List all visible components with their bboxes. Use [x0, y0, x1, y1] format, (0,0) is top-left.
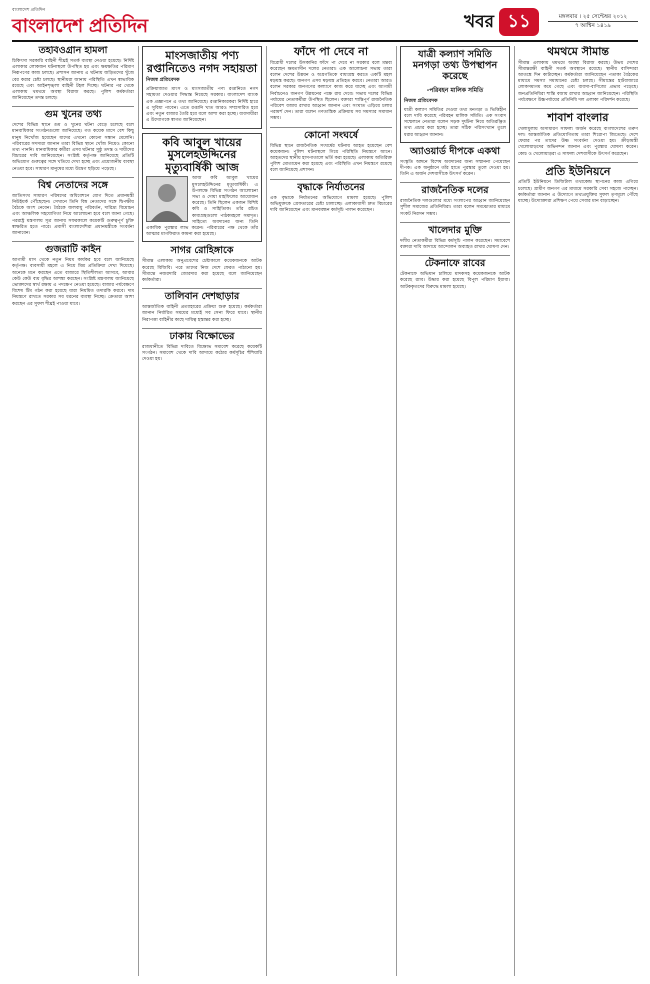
- article[interactable]: [400, 46, 510, 143]
- article-divider: [518, 162, 638, 163]
- article-body: জাতিসংঘ সাধারণ পরিষদের অধিবেশনে যোগ দিতে প্রধানমন্ত্রী নিউইয়র্ক পৌঁছেছেন। সেখানে তিনি বিশ্ব নেতাদের সঙ্গে দ্বিপক্ষীয় বৈঠকে অংশ নেবেন। বৈঠকে জলবায়ু পরিবর্তন, দারিদ্র্য বিমোচন এবং আঞ্চলিক সহযোগিতা নিয়ে আলোচনা হবে বলে জানা গেছে। পররাষ্ট্র মন্ত্রণালয় সূত্র জানায় সফরকালে কয়েকটি গুরুত্বপূর্ণ চুক্তি স্বাক্ষরিত হতে পারে। প্রবাসী বাংলাদেশিরা প্রধানমন্ত্রীকে সংবর্ধনা জানাবেন।: [12, 193, 134, 237]
- date-bengali: ৭ আশ্বিন ১৪১৯: [548, 21, 638, 30]
- logo-text: বাংলাদেশ প্রতিদিন: [12, 15, 148, 37]
- article[interactable]: [12, 181, 134, 237]
- article-body: প্রতিটি ইউনিয়নে ডিজিটাল তথ্যকেন্দ্র স্থাপনের কাজ এগিয়ে চলেছে। গ্রামীণ জনগণ এর মাধ্যমে সরকারি সেবা সহজে পাচ্ছেন। কর্মকর্তারা জানান এ উদ্যোগে তথ্যপ্রযুক্তির সুফল তৃণমূলে পৌঁছে যাচ্ছে। উদ্যোক্তারা প্রশিক্ষণ পেয়ে সেবার মান বাড়াচ্ছেন।: [518, 180, 638, 204]
- article[interactable]: [518, 166, 638, 205]
- article-divider: [142, 328, 262, 329]
- article-headline: কোনো সংঘর্ষে: [303, 129, 359, 141]
- article-headline: ফাঁদে পা দেবে না: [293, 46, 369, 58]
- portrait-image: [147, 177, 187, 221]
- article[interactable]: [270, 183, 392, 215]
- article[interactable]: [518, 46, 638, 104]
- article-body: খেলাধুলায় অসাধারণ সাফল্য অর্জন করেছে বাংলাদেশের তরুণ দল। আন্তর্জাতিক প্রতিযোগিতায় তারা শিরোপা জিতেছে। দেশে ফেরার পর তাদের উষ্ণ সংবর্ধনা দেওয়া হয়। ক্রীড়ামন্ত্রী খেলোয়াড়দের অভিনন্দন জানান এবং পুরস্কার ঘোষণা করেন। কোচ ও খেলোয়াড়রা এ সাফল্য দেশবাসীকে উৎসর্গ করেছেন।: [518, 126, 638, 157]
- portrait-photo: [146, 176, 188, 222]
- article-headline: বিশ্ব নেতাদের সঙ্গে: [38, 179, 108, 191]
- newspaper-logo[interactable]: [12, 8, 148, 38]
- article-body: বিরোধী দলের উসকানির ফাঁদে পা দেবে না সরকার বলে মন্তব্য করেছেন ক্ষমতাসীন দলের নেতারা। এক আলোচনা সভায় তারা বলেন দেশের উন্নয়ন ও অগ্রগতিকে বাধাগ্রস্ত করতে একটি মহল ষড়যন্ত্র করছে। জনগণ এসব ষড়যন্ত্র প্রতিহত করবে। নেতারা আরও বলেন সরকার জনগণের কল্যাণে কাজ করে যাচ্ছে এবং আগামী নির্বাচনেও জনগণ উন্নয়নের পক্ষে রায় দেবে। সভায় দলের বিভিন্ন পর্যায়ের নেতাকর্মীরা উপস্থিত ছিলেন। বক্তারা শান্তিপূর্ণ রাজনৈতিক পরিবেশ বজায় রাখার আহ্বান জানান এবং সংঘাত এড়িয়ে চলার পরামর্শ দেন। তারা বলেন গণতান্ত্রিক প্রক্রিয়ায় সব সমস্যার সমাধান সম্ভব।: [270, 60, 392, 122]
- article[interactable]: [400, 186, 510, 218]
- article[interactable]: [400, 259, 510, 291]
- section-title: খবর: [464, 12, 494, 32]
- article-headline: খালেদার মুক্তি: [428, 224, 482, 236]
- column-5: [518, 46, 638, 976]
- article-body: আজ কবি আবুল খায়ের মুসলেহউদ্দিনের মৃত্যুবার্ষিকী। এ উপলক্ষে বিভিন্ন সংগঠন আলোচনা সভা ও দোয়া মাহফিলের আয়োজন করেছে। তিনি ছিলেন একজন বিশিষ্ট কবি ও সাহিত্যিক। তাঁর রচিত কাব্যগ্রন্থগুলো পাঠকমহলে সমাদৃত। সাহিত্যে অবদানের জন্য তিনি একাধিক পুরস্কার লাভ করেন। পরিবারের পক্ষ থেকে তাঁর আত্মার মাগফিরাত কামনা করা হয়েছে।: [146, 176, 258, 238]
- article-divider: [400, 255, 510, 256]
- article-headline: রাজনৈতিক দলের: [421, 185, 489, 197]
- article-byline: নিজস্ব প্রতিবেদক: [404, 97, 438, 104]
- article-divider: [12, 177, 134, 178]
- column-rule: [138, 46, 139, 976]
- article-divider: [12, 106, 134, 107]
- article-body: রাজধানীতে বিভিন্ন দাবিতে বিক্ষোভ সমাবেশ করেছে কয়েকটি সংগঠন। সমাবেশ থেকে দাবি আদায়ে কঠোর কর্মসূচির হুঁশিয়ারি দেওয়া হয়।: [142, 344, 262, 363]
- column-2: [142, 46, 262, 976]
- article-divider: [142, 288, 262, 289]
- column-3: [270, 46, 392, 976]
- article[interactable]: [12, 46, 134, 102]
- column-1: [12, 46, 134, 976]
- article-subhead: -পরিবহন মালিক সমিতি: [426, 86, 484, 94]
- article-divider: [400, 222, 510, 223]
- article-headline: সাগর রোহিঙ্গাকে: [170, 245, 234, 257]
- article[interactable]: [142, 246, 262, 284]
- article-divider: [270, 127, 392, 128]
- article-body: দলীয় নেতাকর্মীরা বিভিন্ন কর্মসূচি পালন করেছেন। সমাবেশে বক্তারা দাবি আদায়ে আন্দোলন অব্যাহত রাখার ঘোষণা দেন।: [400, 238, 510, 250]
- article-headline: শাবাশ বাংলার: [547, 111, 609, 125]
- article-divider: [12, 241, 134, 242]
- article-headline: গুজরাটি কাইন: [44, 244, 102, 256]
- article-divider: [270, 179, 392, 180]
- article[interactable]: [12, 245, 134, 308]
- article-body: টেকনাফে অভিযান চালিয়ে মাদকসহ কয়েকজনকে আটক করেছে র‍্যাব। উদ্ধার করা হয়েছে বিপুল পরিমাণ ইয়াবা। আটককৃতদের বিরুদ্ধে মামলা হয়েছে।: [400, 272, 510, 290]
- article-headline: মাংসজাতীয় পণ্য রপ্তানিতেও নগদ সহায়তা: [146, 49, 258, 75]
- article-body: সংস্কৃতি অঙ্গনে বিশেষ অবদানের জন্য সম্মাননা পেয়েছেন দীপক। এক অনুষ্ঠানে তাঁর হাতে পুরস্কার তুলে দেওয়া হয়। তিনি এ অর্জন দেশবাসীকে উৎসর্গ করেন।: [400, 159, 510, 178]
- article[interactable]: [142, 133, 262, 243]
- article-headline: প্রতি ইউনিয়নে: [545, 164, 611, 178]
- article[interactable]: [142, 46, 262, 129]
- article-body: রাজনৈতিক দলগুলোর মধ্যে সংলাপের আহ্বান জানিয়েছেন সুশীল সমাজের প্রতিনিধিরা। তারা বলেন সমঝোতার মাধ্যমে সংকট নিরসন সম্ভব।: [400, 199, 510, 217]
- article-headline: তালিবান দেশছাড়ার: [164, 291, 240, 303]
- date-gregorian: মঙ্গলবার । ২৫ সেপ্টেম্বর ২০১২: [558, 14, 628, 20]
- article[interactable]: [142, 332, 262, 364]
- article-body: আগামী মাস থেকে নতুন নিয়ম কার্যকর হবে বলে জানিয়েছে কর্তৃপক্ষ। ব্যবসায়ী মহলে এ নিয়ে মিশ্র প্রতিক্রিয়া দেখা দিয়েছে। অনেকে মনে করছেন এতে বাজারে স্থিতিশীলতা আসবে, আবার কেউ কেউ ব্যয় বৃদ্ধির আশঙ্কা করছেন। সংশ্লিষ্ট মন্ত্রণালয় জানিয়েছে ভোক্তাদের স্বার্থ রক্ষায় এ পদক্ষেপ নেওয়া হয়েছে। বাজার পর্যবেক্ষণে বিশেষ টিম গঠন করা হয়েছে যারা নিয়মিত তদারকি করবে। দাম নিয়ন্ত্রণে রাখতে সরকার সব ধরনের ব্যবস্থা নিচ্ছে। ক্রেতারা আশা করছেন এর সুফল শীঘ্রই পাওয়া যাবে।: [12, 258, 134, 307]
- article[interactable]: [270, 46, 392, 123]
- article-body: যাত্রী কল্যাণ সমিতির দেওয়া তথ্য মনগড়া ও ভিত্তিহীন বলে দাবি করেছে পরিবহন মালিক সমিতি। এক সংবাদ সম্মেলনে নেতারা বলেন সড়ক দুর্ঘটনা নিয়ে অতিরঞ্জিত তথ্য প্রচার করা হচ্ছে। তারা সঠিক পরিসংখ্যান তুলে ধরার আহ্বান জানান।: [404, 107, 506, 138]
- article-headline: যাত্রী কল্যাণ সমিতি মনগড়া তথ্য উপস্থাপন করেছে: [412, 49, 498, 82]
- column-4: [400, 46, 510, 976]
- column-rule: [514, 46, 515, 976]
- article-body: দেশের বিভিন্ন স্থানে গুম ও খুনের ঘটনা বেড়ে চলেছে বলে মানবাধিকার সংগঠনগুলো জানিয়েছে। গত কয়েক মাসে বেশ কিছু মানুষ নিখোঁজ হয়েছেন যাদের এখনো কোনো সন্ধান মেলেনি। পরিবারের সদস্যরা জানান তারা বিভিন্ন স্থানে খোঁজ নিয়েও কোনো তথ্য পাননি। মানবাধিকার কর্মীরা এসব ঘটনার সুষ্ঠু তদন্ত ও দায়ীদের বিচারের দাবি জানিয়েছেন। সংশ্লিষ্ট কর্তৃপক্ষ জানিয়েছে প্রতিটি অভিযোগ গুরুত্বের সঙ্গে খতিয়ে দেখা হচ্ছে এবং প্রয়োজনীয় ব্যবস্থা নেওয়া হবে। সাধারণ মানুষের মধ্যে উদ্বেগ ছড়িয়ে পড়েছে।: [12, 123, 134, 172]
- masthead-rule: [12, 40, 638, 42]
- article-byline: নিজস্ব প্রতিবেদক: [146, 77, 180, 84]
- article[interactable]: [400, 147, 510, 179]
- article-headline: টেকনাফে রাবের: [424, 258, 486, 270]
- article-body: আন্তর্জাতিক বাহিনী প্রত্যাহারের প্রক্রিয়া শুরু হয়েছে। কর্মকর্তারা জানান নির্ধারিত সময়ের মধ্যেই সব সেনা ফিরে যাবে। স্থানীয় নিরাপত্তা বাহিনীর কাছে দায়িত্ব হস্তান্তর করা হচ্ছে।: [142, 305, 262, 323]
- article-body: সীমান্ত এলাকায় অনুপ্রবেশের চেষ্টাকালে কয়েকজনকে আটক করেছে বিজিবি। পরে তাদের নিজ দেশে ফেরত পাঠানো হয়। সীমান্তে নজরদারি জোরদার করা হয়েছে বলে জানিয়েছেন কর্মকর্তারা।: [142, 259, 262, 283]
- article-body: এক বৃদ্ধাকে নির্যাতনের অভিযোগে মামলা হয়েছে। পুলিশ অভিযুক্তকে গ্রেফতারের চেষ্টা চালাচ্ছে। এলাকাবাসী দ্রুত বিচারের দাবি জানিয়েছেন এবং মানববন্ধন কর্মসূচি পালন করেছেন।: [270, 195, 392, 213]
- article-headline: তহবিওগ্রান হামলা: [38, 46, 108, 56]
- article-body: সীমান্ত এলাকায় থমথমে অবস্থা বিরাজ করছে। উভয় দেশের সীমান্তরক্ষী বাহিনী সতর্ক অবস্থানে রয়েছে। স্থানীয় বাসিন্দারা আতঙ্কে দিন কাটাচ্ছেন। কর্মকর্তারা জানিয়েছেন পতাকা বৈঠকের মাধ্যমে সমস্যা সমাধানের চেষ্টা চলছে। সীমান্তের হাটবাজারে লোকসমাগম কমে গেছে এবং ব্যবসা-বাণিজ্যে প্রভাব পড়েছে। জনপ্রতিনিধিরা শান্তি বজায় রাখার আহ্বান জানিয়েছেন। পরিস্থিতি পর্যবেক্ষণে উচ্চপর্যায়ের প্রতিনিধি দল এলাকা পরিদর্শন করেছে।: [518, 60, 638, 103]
- article-body: প্রক্রিয়াজাত মাংস ও মাংসজাতীয় পণ্য রপ্তানিতে নগদ সহায়তা দেওয়ার সিদ্ধান্ত নিয়েছে সরকার। বাংলাদেশ ব্যাংক এক প্রজ্ঞাপনে এ তথ্য জানিয়েছে। রপ্তানিকারকরা নির্দিষ্ট হারে এ সুবিধা পাবেন। এতে রপ্তানি খাত আরও সম্প্রসারিত হবে এবং নতুন বাজার তৈরি হবে বলে আশা করা হচ্ছে। ব্যবসায়ীরা এ উদ্যোগকে স্বাগত জানিয়েছেন।: [146, 87, 258, 124]
- column-rule: [266, 46, 267, 976]
- article[interactable]: [12, 110, 134, 173]
- article-headline: থমথমে সীমান্ত: [546, 46, 609, 58]
- article-divider: [400, 182, 510, 183]
- logo-tagline: বাংলাদেশ প্রতিদিন: [12, 8, 46, 13]
- article-headline: বৃদ্ধাকে নির্যাতনের: [297, 181, 365, 193]
- article-headline: অ্যাওয়ার্ড দীপকে একথা: [409, 145, 501, 157]
- article-headline: গুম খুনের তথ্য: [44, 109, 102, 121]
- article[interactable]: [142, 292, 262, 324]
- article[interactable]: [518, 112, 638, 158]
- article-headline: কবি আবুল খায়ের মুসলেহউদ্দিনের মৃত্যুবার্ষিকী আজ: [162, 135, 242, 174]
- article-body: বিভিন্ন স্থানে রাজনৈতিক সংঘর্ষের ঘটনায় আহত হয়েছেন বেশ কয়েকজন। পুলিশ ঘটনাস্থলে গিয়ে পরিস্থিতি নিয়ন্ত্রণে আনে। আহতদের স্থানীয় হাসপাতালে ভর্তি করা হয়েছে। এলাকায় অতিরিক্ত পুলিশ মোতায়েন করা হয়েছে এবং পরিস্থিতি এখন নিয়ন্ত্রণে রয়েছে বলে জানিয়েছে প্রশাসন।: [270, 143, 392, 174]
- article[interactable]: [400, 226, 510, 251]
- article-divider: [518, 108, 638, 109]
- article[interactable]: [270, 131, 392, 175]
- column-rule: [396, 46, 397, 976]
- issue-date: [548, 13, 638, 30]
- article-body: চিকিৎসা সরকারি বাহিনী শীঘ্রই সতর্ক ব্যবস্থা নেওয়া হয়েছে। নির্দিষ্ট এলাকার লোকজন ঘটনাস্থলে উপস্থিত হয় এবং ক্ষয়ক্ষতির পরিমাণ নিরূপণের কাজ চলছে। প্রশাসন জানায় এ ঘটনায় জড়িতদের খুঁজে বের করার চেষ্টা চলছে। স্থানীয়রা জানায় পরিস্থিতি এখন স্বাভাবিক রয়েছে এবং আইনশৃঙ্খলা বাহিনী টহল দিচ্ছে। ঘটনার পর থেকে এলাকায় থমথমে অবস্থা বিরাজ করছে। পুলিশ কর্মকর্তারা জানিয়েছেন তদন্ত চলছে।: [12, 58, 134, 102]
- page-number-badge: ১১: [499, 8, 539, 36]
- article-headline: ঢাকায় বিক্ষোভের: [169, 330, 235, 342]
- masthead: [12, 6, 638, 40]
